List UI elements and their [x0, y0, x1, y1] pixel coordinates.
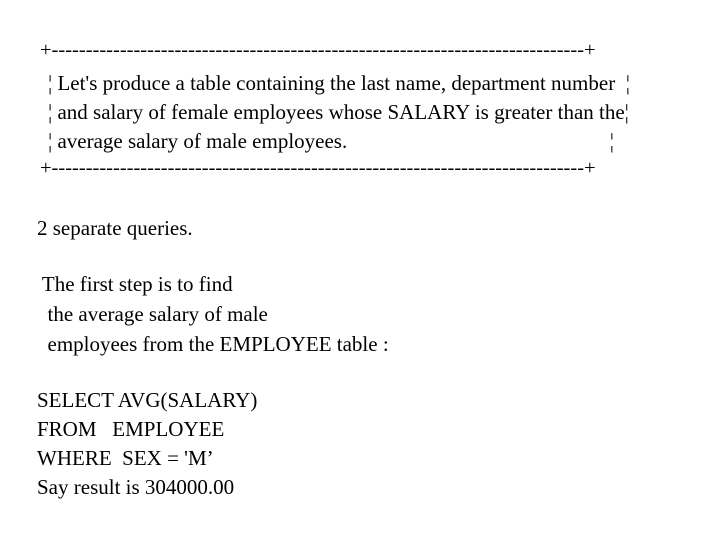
box-text-line-2: ¦ and salary of female employees whose SALARY is greater than the¦ — [48, 100, 629, 124]
step-line-2: the average salary of male — [37, 302, 268, 326]
box-text-line-3: ¦ average salary of male employees. ¦ — [48, 129, 614, 153]
box-border-bottom: +------------------------------------------------------------------------------+ — [40, 157, 596, 179]
query-result-text: Say result is 304000.00 — [37, 475, 235, 499]
step-line-1: The first step is to find — [37, 272, 233, 296]
query-line-select: SELECT AVG(SALARY) — [37, 388, 258, 412]
intro-text: 2 separate queries. — [37, 216, 193, 240]
step-line-3: employees from the EMPLOYEE table : — [37, 332, 389, 356]
query-line-where: WHERE SEX = 'M’ — [37, 446, 214, 470]
query-line-from: FROM EMPLOYEE — [37, 417, 225, 441]
box-border-top: +------------------------------------------------------------------------------+ — [40, 39, 596, 61]
box-text-line-1: ¦ Let's produce a table containing the last name, department number ¦ — [48, 71, 630, 95]
